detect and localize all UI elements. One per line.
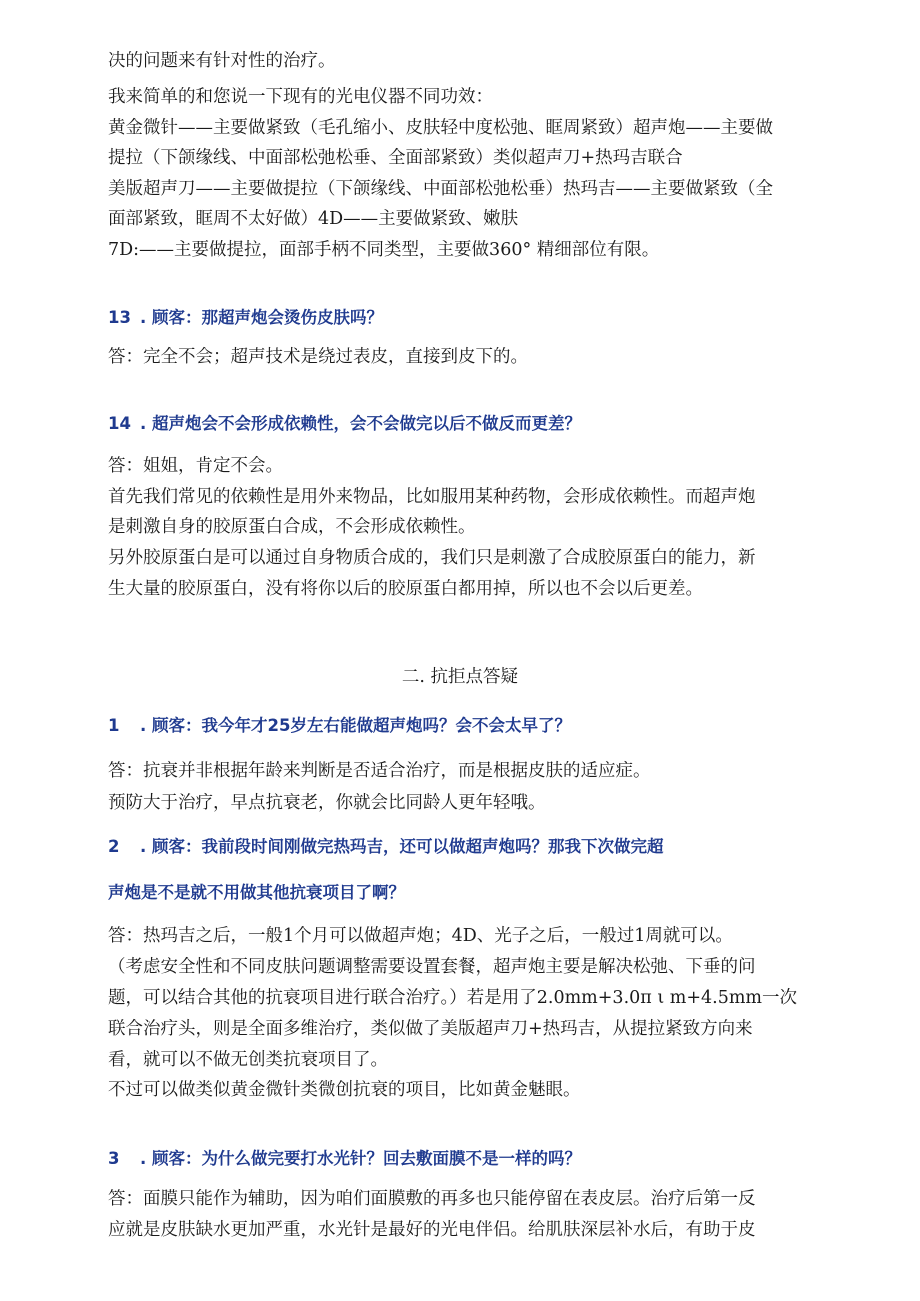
question-text: . 顾客：为什么做完要打水光针？回去敷面膜不是一样的吗？ [140, 1149, 582, 1168]
question-heading [108, 834, 808, 860]
answer-line: 是刺激自身的胶原蛋白合成，不会形成依赖性。 [108, 517, 476, 537]
question-text: . 超声炮会不会形成依赖性，会不会做完以后不做反而更差？ [140, 414, 582, 433]
answer-line: 答：热玛吉之后，一般1个月可以做超声炮；4D、光子之后，一般过1周就可以。 [108, 926, 733, 946]
intro-line: 黄金微针——主要做紧致（毛孔缩小、皮肤轻中度松弛、眶周紧致）超声炮——主要做 [108, 118, 773, 138]
intro-line: 提拉（下颌缘线、中面部松弛松垂、全面部紧致）类似超声刀+热玛吉联合 [108, 148, 683, 168]
question-heading [108, 1146, 808, 1172]
intro-line: 我来简单的和您说一下现有的光电仪器不同功效： [108, 87, 493, 107]
question-heading [108, 305, 808, 331]
question-text: . 顾客：那超声炮会烫伤皮肤吗？ [140, 308, 384, 327]
question-number: 3 [108, 1149, 120, 1168]
answer-line: （考虑安全性和不同皮肤问题调整需要设置套餐，超声炮主要是解决松弛、下垂的问 [108, 957, 756, 977]
question-heading [108, 411, 808, 437]
answer-line: 答：面膜只能作为辅助，因为咱们面膜敷的再多也只能停留在表皮层。治疗后第一反 [108, 1189, 756, 1209]
question-text: . 顾客：我前段时间刚做完热玛吉，还可以做超声炮吗？那我下次做完超 [140, 837, 664, 856]
answer-line: 联合治疗头，则是全面多维治疗，类似做了美版超声刀+热玛吉，从提拉紧致方向来 [108, 1019, 753, 1039]
answer-line: 应就是皮肤缺水更加严重，水光针是最好的光电伴侣。给肌肤深层补水后，有助于皮 [108, 1220, 756, 1240]
answer-line: 看，就可以不做无创类抗衰项目了。 [108, 1050, 388, 1070]
intro-line: 美版超声刀——主要做提拉（下颌缘线、中面部松弛松垂）热玛吉——主要做紧致（全 [108, 179, 773, 199]
question-number: 14 [108, 414, 131, 433]
answer-line: 题，可以结合其他的抗衰项目进行联合治疗。）若是用了2.0mm+3.0π ι m+4.5mm一次 [108, 988, 798, 1008]
answer-line: 答：抗衰并非根据年龄来判断是否适合治疗，而是根据皮肤的适应症。 [108, 761, 651, 781]
answer-line: 生大量的胶原蛋白，没有将你以后的胶原蛋白都用掉，所以也不会以后更差。 [108, 579, 703, 599]
intro-line: 面部紧致，眶周不太好做）4D——主要做紧致、嫩肤 [108, 209, 519, 229]
question-heading-continued: 声炮是不是就不用做其他抗衰项目了啊？ [108, 883, 405, 902]
answer-line: 不过可以做类似黄金微针类微创抗衰的项目，比如黄金魅眼。 [108, 1080, 581, 1100]
answer-line: 另外胶原蛋白是可以通过自身物质合成的，我们只是刺激了合成胶原蛋白的能力，新 [108, 548, 756, 568]
question-text: . 顾客：我今年才25岁左右能做超声炮吗？会不会太早了？ [140, 716, 571, 735]
intro-line: 7D:——主要做提拉，面部手柄不同类型，主要做360° 精细部位有限。 [108, 240, 660, 260]
question-number: 2 [108, 837, 120, 856]
section-title: 二. 抗拒点答疑 [401, 667, 519, 687]
answer-line: 答：完全不会；超声技术是绕过表皮，直接到皮下的。 [108, 347, 528, 367]
question-heading [108, 713, 808, 739]
answer-line: 首先我们常见的依赖性是用外来物品，比如服用某种药物，会形成依赖性。而超声炮 [108, 487, 756, 507]
answer-line: 答：姐姐，肯定不会。 [108, 456, 283, 476]
answer-line: 预防大于治疗，早点抗衰老，你就会比同龄人更年轻哦。 [108, 793, 546, 813]
question-number: 13 [108, 308, 131, 327]
intro-line: 决的问题来有针对性的治疗。 [108, 51, 336, 71]
question-number: 1 [108, 716, 120, 735]
